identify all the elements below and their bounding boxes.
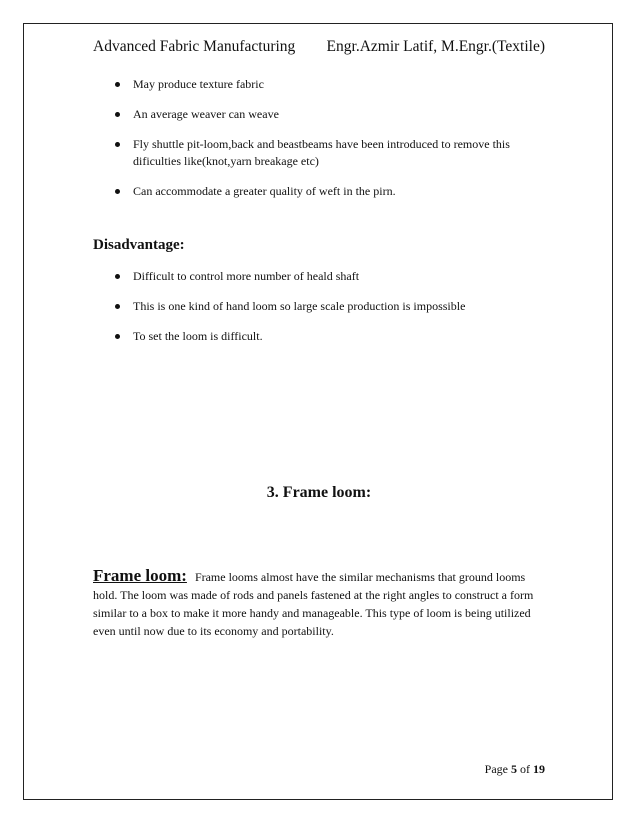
list-item: An average weaver can weave bbox=[93, 106, 543, 123]
list-item: Fly shuttle pit-loom,back and beastbeams have been introduced to remove this dificulties like(knot,yarn breakage etc) bbox=[93, 136, 543, 170]
frame-loom-paragraph bbox=[93, 567, 545, 640]
frame-loom-term: Frame loom: bbox=[93, 566, 187, 585]
advantages-list bbox=[93, 76, 543, 213]
page-number: 5 bbox=[511, 762, 517, 776]
list-item: Can accommodate a greater quality of weft in the pirn. bbox=[93, 183, 543, 200]
page-label: Page bbox=[484, 762, 508, 776]
section-title: 3. Frame loom: bbox=[266, 484, 372, 501]
of-label: of bbox=[520, 762, 530, 776]
disadvantages-list bbox=[93, 268, 543, 358]
page-header bbox=[93, 38, 545, 56]
header-author: Engr.Azmir Latif, M.Engr.(Textile) bbox=[326, 38, 545, 55]
disadvantage-heading: Disadvantage: bbox=[93, 237, 185, 253]
list-item: May produce texture fabric bbox=[93, 76, 543, 93]
list-item: To set the loom is difficult. bbox=[93, 328, 543, 345]
page-footer bbox=[485, 762, 545, 777]
total-pages: 19 bbox=[533, 762, 545, 776]
frame-loom-text: Frame looms almost have the similar mechanisms that ground looms hold. The loom was made of rods and panels fastened at the right angles to construct a form similar to a box to make it more handy and manageable. This type of loom is being utilized even until now due to its economy and portability. bbox=[93, 570, 534, 638]
list-item: This is one kind of hand loom so large scale production is impossible bbox=[93, 298, 543, 315]
header-course-title: Advanced Fabric Manufacturing bbox=[93, 38, 296, 55]
list-item: Difficult to control more number of heald shaft bbox=[93, 268, 543, 285]
